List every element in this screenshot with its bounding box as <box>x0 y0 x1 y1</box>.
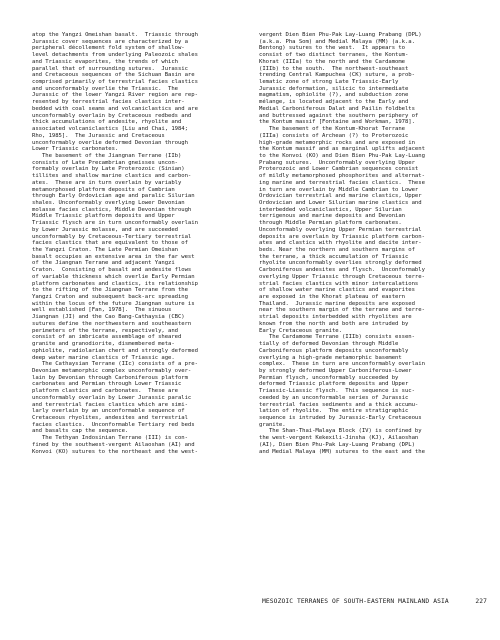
text-line: interbedded volcaniclastics, Upper Silurian <box>259 206 402 213</box>
text-line: well established [Fan, 1978]. The sinuous <box>32 307 172 314</box>
text-line: (a.k.a. Pha Som) and Medial Malaya (MM) (a.k.a. <box>259 38 415 45</box>
text-line: Jurassic cover sequences are characterized by a <box>32 38 188 45</box>
text-line: within the locus of the future Jiangnan suture is <box>32 300 195 307</box>
text-line: strial facies clastics with minor intercalations <box>259 280 419 287</box>
text-line: Triassic flysch are in turn unconformably overlain <box>32 220 198 227</box>
text-line: near the southern margin of the terrane and terre- <box>259 307 425 314</box>
text-line: mélange, is located adjacent to the Early and <box>259 99 409 106</box>
text-line: facies clastics that are equivalent to those of <box>32 240 188 247</box>
text-line: platform carbonates and clastics, its relationship <box>32 280 198 287</box>
page-footer <box>262 597 487 607</box>
text-line: (IIIb) to the south. The northwest-southeast <box>259 65 409 72</box>
text-line: unconformably overlie deformed Devonian through <box>32 139 188 146</box>
text-line: Lower Triassic carbonates. <box>32 146 119 153</box>
text-line: deformed Triassic platform deposits and Upper <box>259 381 409 388</box>
running-title: MESOZOIC TERRANES OF SOUTH-EASTERN MAINLAND ASIA <box>262 598 449 605</box>
text-line: the terrane, a thick accumulation of Triassic <box>259 253 409 260</box>
text-line: tillites and shallow marine clastics and carbon- <box>32 173 192 180</box>
text-line: Unconformably overlying Upper Permian terrestrial <box>259 226 422 233</box>
text-line: Triassic-Liassic flysch. This sequence is suc- <box>259 388 415 395</box>
text-line: ceeded by an unconformable series of Jurassic <box>259 394 409 401</box>
text-line: shales. Unconformably overlying Lower Devonian <box>32 199 185 206</box>
text-line: (AI), Dien Bien Phu-Pak Lay-Luang Prabang (DPL) <box>259 441 415 448</box>
text-line: lain by Devonian through Carboniferous platform <box>32 374 188 381</box>
text-line: of variable thickness which overlie Early Permian <box>32 273 195 280</box>
text-line: and buttressed against the southern periphery of <box>259 112 419 119</box>
text-line: Carboniferous andesites and flysch. Unconformably <box>259 267 425 274</box>
text-line: The basement of the Kontum-Khorat Terrane <box>259 126 405 133</box>
text-line: of shallow water marine clastics and evaporites <box>259 287 415 294</box>
text-line: Craton. Consisting of basalt and andesite flows <box>32 267 192 274</box>
text-line: through Middle Permian platform carbonates. <box>259 220 402 227</box>
text-line: the Kontum massif [Fontaine and Workman, 1978]. <box>259 119 415 126</box>
left-text-column <box>32 32 232 592</box>
text-line: deposits are overlain by Triassic platform carbon- <box>259 233 425 240</box>
text-line: Cretaceous rhyolites, andesites and terrestrial <box>32 414 188 421</box>
text-line: ates. These are in turn overlain by variably <box>32 179 182 186</box>
text-line: overlying Upper Triassic through Cretaceous terre- <box>259 273 425 280</box>
text-line: strial deposits interbedded with rhyolites are <box>259 314 412 321</box>
text-line: The Cathaysian Terrane (IIc) consists of a pre- <box>32 361 198 368</box>
text-line: carbonates and Permian through Lower Triassic <box>32 381 182 388</box>
text-line: molasse facies clastics, Middle Devonian through <box>32 206 192 213</box>
text-line: sutures define the northwestern and southeastern <box>32 320 192 327</box>
text-line: of the Jiangnan Terrane and adjacent Yangzi <box>32 260 175 267</box>
text-line: bedded with coal seams and volcaniclastics and are <box>32 105 198 112</box>
text-line: tially of deformed Devonian through Middle <box>259 341 399 348</box>
right-text-column <box>259 32 459 592</box>
text-line: and basalts cap the sequence. <box>32 428 129 435</box>
text-line: Middle Triassic platform deposits and Upper <box>32 213 175 220</box>
text-line: high-grade metamorphic rocks and are exposed in <box>259 139 415 146</box>
text-line: Rho, 1985]. The Jurassic and Cretaceous <box>32 132 165 139</box>
text-line: parallel that of surrounding sutures. Jurassic <box>32 65 188 72</box>
text-line: in turn are overlain by Middle Cambrian to Lower <box>259 186 419 193</box>
text-line: Early Cretaceous granite. <box>259 327 342 334</box>
text-line: Khorat (IIIa) to the north and the Cardamome <box>259 58 405 65</box>
text-line: granite. <box>259 421 286 428</box>
text-line: unconformably overlain by Cretaceous redbeds and <box>32 112 192 119</box>
text-line: terrigenous and marine deposits and Devonian <box>259 213 405 220</box>
text-line: The basement of the Jiangnan Terrane (IIb) <box>32 152 182 159</box>
text-line: vergent Dien Bien Phu-Pak Lay-Luang Prabang (DPL) <box>259 32 422 38</box>
text-line: trending Central Kampuchea (CK) suture, a prob- <box>259 72 415 79</box>
text-line: formably overlain by Late Proterozoic (Sinian) <box>32 166 185 173</box>
text-line: by Lower Jurassic molasse, and are succeeded <box>32 226 178 233</box>
text-line: Proterozoic and Lower Cambrian sequences consist <box>259 166 419 173</box>
text-line: Devonian metamorphic complex unconformably over- <box>32 367 192 374</box>
text-line: consist of two distinct terranes, the Kontum- <box>259 52 409 59</box>
text-line: consists of Late Precambrian gneisses uncon- <box>32 159 178 166</box>
text-line: and Triassic evaporites, the trends of which <box>32 58 178 65</box>
text-line: and unconformably overlie the Triassic. The <box>32 85 178 92</box>
text-line: ates and clastics with rhyolite and dacite inter- <box>259 240 422 247</box>
text-line: comprised primarily of terrestrial facies clastics <box>32 79 198 86</box>
text-line: consist of an imbricate assemblage of sheared <box>32 334 182 341</box>
text-line: peripheral décollement fold system of shallow- <box>32 45 185 52</box>
text-line: level detachments from underlying Paleozoic shales <box>32 52 198 59</box>
text-line: Jurassic of the lower Yangzi River region are rep- <box>32 92 198 99</box>
text-line: ophiolite, radiolarian chert and strongly deformed <box>32 347 198 354</box>
text-line: Jiangnan (JI) and the Cao Bang-Cathaysia (CBC) <box>32 314 185 321</box>
text-line: unconformably overlain by Lower Jurassic paralic <box>32 394 192 401</box>
text-line: Yangzi Craton and subsequent back-arc spreading <box>32 294 188 301</box>
text-line: granite and granodiorite, dismembered meta- <box>32 341 175 348</box>
text-line: Jurassic deformation, silicic to intermediate <box>259 85 409 92</box>
text-line: Permian flysch, unconformably succeeded by <box>259 374 399 381</box>
text-line: are exposed in the Khorat plateau of eastern <box>259 294 405 301</box>
text-line: rhyolite unconformably overlies strongly deformed <box>259 260 422 267</box>
text-line: resented by terrestrial facies clastics inter- <box>32 99 185 106</box>
text-line: Prabang sutures. Unconformably overlying Upper <box>259 159 415 166</box>
text-line: beds. Near the northern and southern margins of <box>259 247 415 253</box>
text-line: the west-vergent Kekexili-Jinsha (KJ), Ailaoshan <box>259 435 419 442</box>
text-line: perimeters of the terrane, respectively, and <box>32 327 178 334</box>
text-line: facies clastics. Unconformable Tertiary red beds <box>32 421 195 428</box>
text-line: of mildly metamorphosed phosphorites and alternat- <box>259 173 425 180</box>
text-line: Bentong) sutures to the west. It appears to <box>259 45 405 52</box>
text-line: lation of rhyolite. The entire stratigraphic <box>259 408 409 415</box>
text-line: The Tethyan Indosinian Terrane (III) is con- <box>32 435 188 442</box>
text-line: larly overlain by an unconformable sequence of <box>32 408 185 415</box>
text-line: metamorphosed platform deposits of Cambrian <box>32 186 175 193</box>
text-line: magmatism, ophiolite (?), and subduction zone <box>259 92 409 99</box>
text-line: Thailand. Jurassic marine deposits are exposed <box>259 300 415 307</box>
text-line: deep water marine clastics of Triassic age. <box>32 354 175 361</box>
text-line: to the rifting of the Jiangnan Terrane from the <box>32 287 188 294</box>
text-line: to the Konvoi (KO) and Dien Bien Phu-Pak Lay-Luang <box>259 152 425 159</box>
text-line: ing marine and terrestrial facies clastics. These <box>259 179 425 186</box>
text-line: Medial Carboniferous Dalat and Pailin foldbelts <box>259 105 415 112</box>
text-line: the Yangzi Craton. The Late Permian Omeishan <box>32 247 178 253</box>
text-line: and Medial Malaya (MM) sutures to the east and the <box>259 448 425 455</box>
text-line: basalt occupies an extensive area in the far west <box>32 253 195 260</box>
text-line: atop the Yangzi Omeishan basalt. Triassic through <box>32 32 198 38</box>
text-line: and Cretaceous sequences of the Sichuan Basin are <box>32 72 195 79</box>
text-line: sequence is intruded by Jurassic-Early Cretaceous <box>259 414 422 421</box>
text-line: The Cardamome Terrane (IIIb) consists essen- <box>259 334 415 341</box>
text-line: (IIIa) consists of Archean (?) to Proterozoic <box>259 132 409 139</box>
text-line: Ordovician and Lower Silurian marine clastics and <box>259 199 422 206</box>
text-line: and terrestrial facies clastics which are simi- <box>32 401 188 408</box>
text-line: by strongly deformed Upper Carboniferous-Lower <box>259 367 412 374</box>
text-line: fined by the southwest-vergent Ailaoshan (AI) and <box>32 441 195 448</box>
text-line: Ordovician terrestrial and marine clastics, Upper <box>259 193 422 200</box>
text-line: Carboniferous platform deposits unconformably <box>259 347 409 354</box>
text-line: through Early Ordovician age and paralic Silurian <box>32 193 195 200</box>
text-line: thick accumulations of andesite, rhyolite and <box>32 119 182 126</box>
page-number: 227 <box>475 598 487 605</box>
text-line: platform clastics and carbonates. These are <box>32 388 178 395</box>
text-line: unconformably by Cretaceous-Tertiary terrestrial <box>32 233 192 240</box>
text-line: lematic zone of strong Late Triassic-Early <box>259 79 399 86</box>
text-line: Konvoi (KO) sutures to the northeast and the west- <box>32 448 198 455</box>
text-line: overlying a high-grade metamorphic basement <box>259 354 402 361</box>
text-line: The Shan-Thai-Malaya Block (IV) is confined by <box>259 428 422 435</box>
text-line: complex. These in turn are unconformably overlain <box>259 361 425 368</box>
text-line: terrestrial facies sediments and a thick accumu- <box>259 401 419 408</box>
text-line: the Kontum massif and as marginal uplifts adjacent <box>259 146 425 153</box>
text-line: known from the north and both are intruded by <box>259 320 409 327</box>
text-line: associated volcaniclastics [Liu and Chai, 1984; <box>32 126 188 133</box>
